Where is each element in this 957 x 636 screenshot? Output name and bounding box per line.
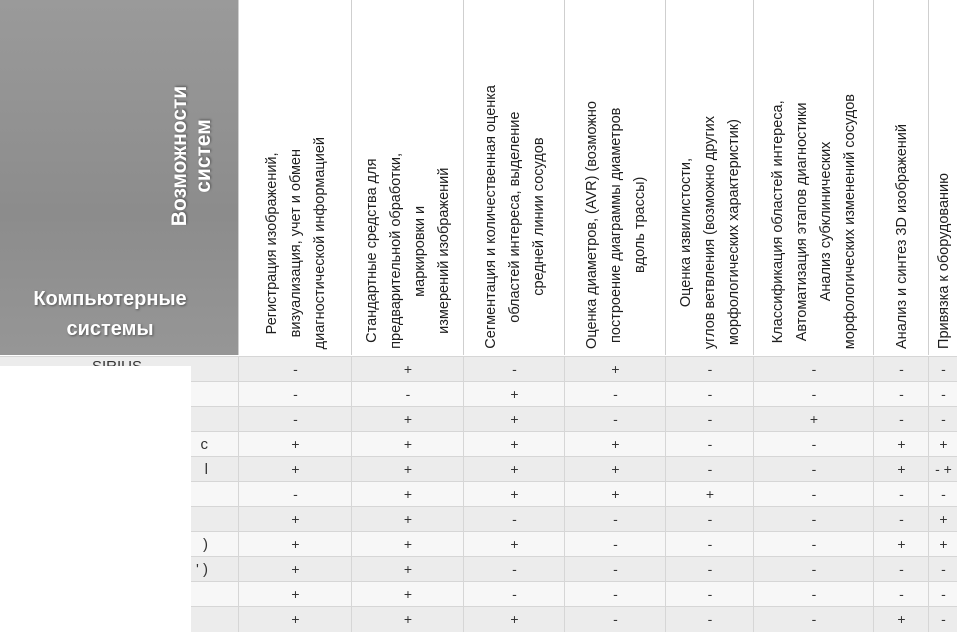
row-label: l xyxy=(204,461,208,478)
column-header-line: Сегментация и количественная оценка xyxy=(482,85,499,349)
column-header-line: Привязка к оборудованию xyxy=(935,173,952,349)
cell-value: - xyxy=(753,457,874,482)
column-header-line: визуализация, учет и обмен xyxy=(287,148,304,337)
redacted-area xyxy=(0,366,191,636)
cell-value: + xyxy=(463,482,565,507)
cell-value: + xyxy=(351,357,464,382)
cell-value: + xyxy=(351,407,464,432)
cell-value: + xyxy=(928,532,957,557)
cell-value: - xyxy=(665,457,754,482)
cell-value: - xyxy=(665,407,754,432)
column-header-line: Оценка извилистости, xyxy=(678,157,694,308)
row-label: ' ) xyxy=(195,561,208,578)
column-header-line: Оценка диаметров, (AVR) (возможно xyxy=(583,101,600,349)
cell-value: - xyxy=(665,532,754,557)
column-header-1 xyxy=(238,0,352,355)
cell-value: - xyxy=(753,482,874,507)
column-header-line: Регистрация изображений, xyxy=(263,151,280,334)
cell-value: - xyxy=(753,507,874,532)
cell-value: - xyxy=(873,407,929,432)
cell-value: - xyxy=(463,557,565,582)
cell-value: + xyxy=(351,607,464,632)
cell-value: - xyxy=(873,482,929,507)
capabilities-heading-line1: Возможности xyxy=(168,85,191,227)
cell-value: + xyxy=(564,457,666,482)
row-label: ) xyxy=(203,536,208,553)
column-header-line: Анализ субклинических xyxy=(818,141,834,302)
column-header-8 xyxy=(928,0,957,355)
cell-value: - xyxy=(463,582,565,607)
cell-value: + xyxy=(564,432,666,457)
cell-value: - xyxy=(564,507,666,532)
column-header-line: Стандартные средства для xyxy=(364,158,380,344)
cell-value: - xyxy=(665,582,754,607)
cell-value: - xyxy=(665,382,754,407)
cell-value: + xyxy=(873,607,929,632)
cell-value: + xyxy=(463,407,565,432)
cell-value: - xyxy=(753,607,874,632)
column-header-3 xyxy=(463,0,565,355)
cell-value: - xyxy=(564,532,666,557)
systems-heading xyxy=(10,284,210,344)
cell-value: + xyxy=(238,607,352,632)
column-header-line: Классификация областей интереса, xyxy=(770,99,786,343)
column-header-4 xyxy=(564,0,666,355)
capabilities-heading-line2: систем xyxy=(192,119,215,193)
cell-value: + xyxy=(463,607,565,632)
cell-value: + xyxy=(463,432,565,457)
cell-value: - xyxy=(564,407,666,432)
column-header-line: Автоматизация этапов диагностики xyxy=(794,102,810,341)
cell-value: - xyxy=(665,607,754,632)
row-label: c xyxy=(200,436,208,453)
column-header-line: вдоль трассы) xyxy=(631,176,648,274)
cell-value: - xyxy=(564,557,666,582)
cell-value: - xyxy=(463,357,565,382)
cell-value: - xyxy=(753,357,874,382)
cell-value: - xyxy=(873,557,929,582)
cell-value: - xyxy=(753,432,874,457)
cell-value: + xyxy=(463,457,565,482)
cell-value: + xyxy=(564,482,666,507)
cell-value: - xyxy=(928,482,957,507)
column-header-line: областей интереса, выделение xyxy=(506,111,523,323)
cell-value: - xyxy=(351,382,464,407)
cell-value: - xyxy=(753,532,874,557)
cell-value: - xyxy=(928,357,957,382)
cell-value: + xyxy=(564,357,666,382)
column-header-line: морфологических изменений сосудов xyxy=(842,93,858,349)
cell-value: - xyxy=(873,582,929,607)
header-corner-cell xyxy=(0,0,238,355)
column-header-line: морфологических характеристик) xyxy=(726,119,742,346)
systems-heading-line1: Компьютерные xyxy=(33,288,187,310)
cell-value: - xyxy=(753,382,874,407)
column-header-5 xyxy=(665,0,754,355)
cell-value: - xyxy=(873,357,929,382)
cell-value: + xyxy=(238,457,352,482)
cell-value: - xyxy=(564,582,666,607)
cell-value: + xyxy=(665,482,754,507)
cell-value: + xyxy=(351,582,464,607)
cell-value: - xyxy=(564,607,666,632)
cell-value: + xyxy=(463,382,565,407)
cell-value: + xyxy=(873,457,929,482)
cell-value: - xyxy=(873,507,929,532)
cell-value: + xyxy=(928,507,957,532)
column-header-line: измерений изображений xyxy=(436,167,452,335)
cell-value: - xyxy=(564,382,666,407)
cell-value: - xyxy=(928,382,957,407)
column-header-7 xyxy=(873,0,929,355)
cell-value: - xyxy=(665,432,754,457)
cell-value: + xyxy=(238,532,352,557)
cell-value: + xyxy=(238,582,352,607)
cell-value: - xyxy=(463,507,565,532)
column-header-line: диагностической информацией xyxy=(311,136,328,349)
column-header-line: углов ветвления (возможно других xyxy=(702,115,718,349)
cell-value: + xyxy=(753,407,874,432)
cell-value: - xyxy=(928,582,957,607)
cell-value: + xyxy=(873,432,929,457)
cell-value: - xyxy=(873,382,929,407)
column-header-line: предварительной обработки, xyxy=(388,153,404,349)
cell-value: - + xyxy=(928,457,957,482)
cell-value: - xyxy=(753,582,874,607)
cell-value: + xyxy=(351,482,464,507)
cell-value: - xyxy=(665,557,754,582)
cell-value: + xyxy=(351,532,464,557)
cell-value: - xyxy=(238,382,352,407)
column-header-line: Анализ и синтез 3D изображений xyxy=(893,124,910,349)
cell-value: - xyxy=(928,407,957,432)
cell-value: + xyxy=(351,432,464,457)
cell-value: + xyxy=(873,532,929,557)
cell-value: + xyxy=(238,507,352,532)
cell-value: - xyxy=(665,357,754,382)
column-header-6 xyxy=(753,0,874,355)
cell-value: + xyxy=(351,557,464,582)
cell-value: - xyxy=(238,482,352,507)
cell-value: - xyxy=(928,607,957,632)
cell-value: + xyxy=(351,457,464,482)
cell-value: - xyxy=(928,557,957,582)
cell-value: - xyxy=(238,357,352,382)
cell-value: + xyxy=(928,432,957,457)
cell-value: + xyxy=(238,432,352,457)
cell-value: - xyxy=(238,407,352,432)
capabilities-heading xyxy=(152,6,232,306)
column-header-line: средней линии сосудов xyxy=(530,138,547,297)
cell-value: + xyxy=(238,557,352,582)
column-header-2 xyxy=(351,0,464,355)
column-header-line: построение диаграммы диаметров xyxy=(607,107,624,343)
cell-value: - xyxy=(753,557,874,582)
systems-heading-line2: системы xyxy=(66,318,154,340)
cell-value: + xyxy=(463,532,565,557)
column-header-line: маркировки и xyxy=(412,205,428,297)
cell-value: + xyxy=(351,507,464,532)
cell-value: - xyxy=(665,507,754,532)
